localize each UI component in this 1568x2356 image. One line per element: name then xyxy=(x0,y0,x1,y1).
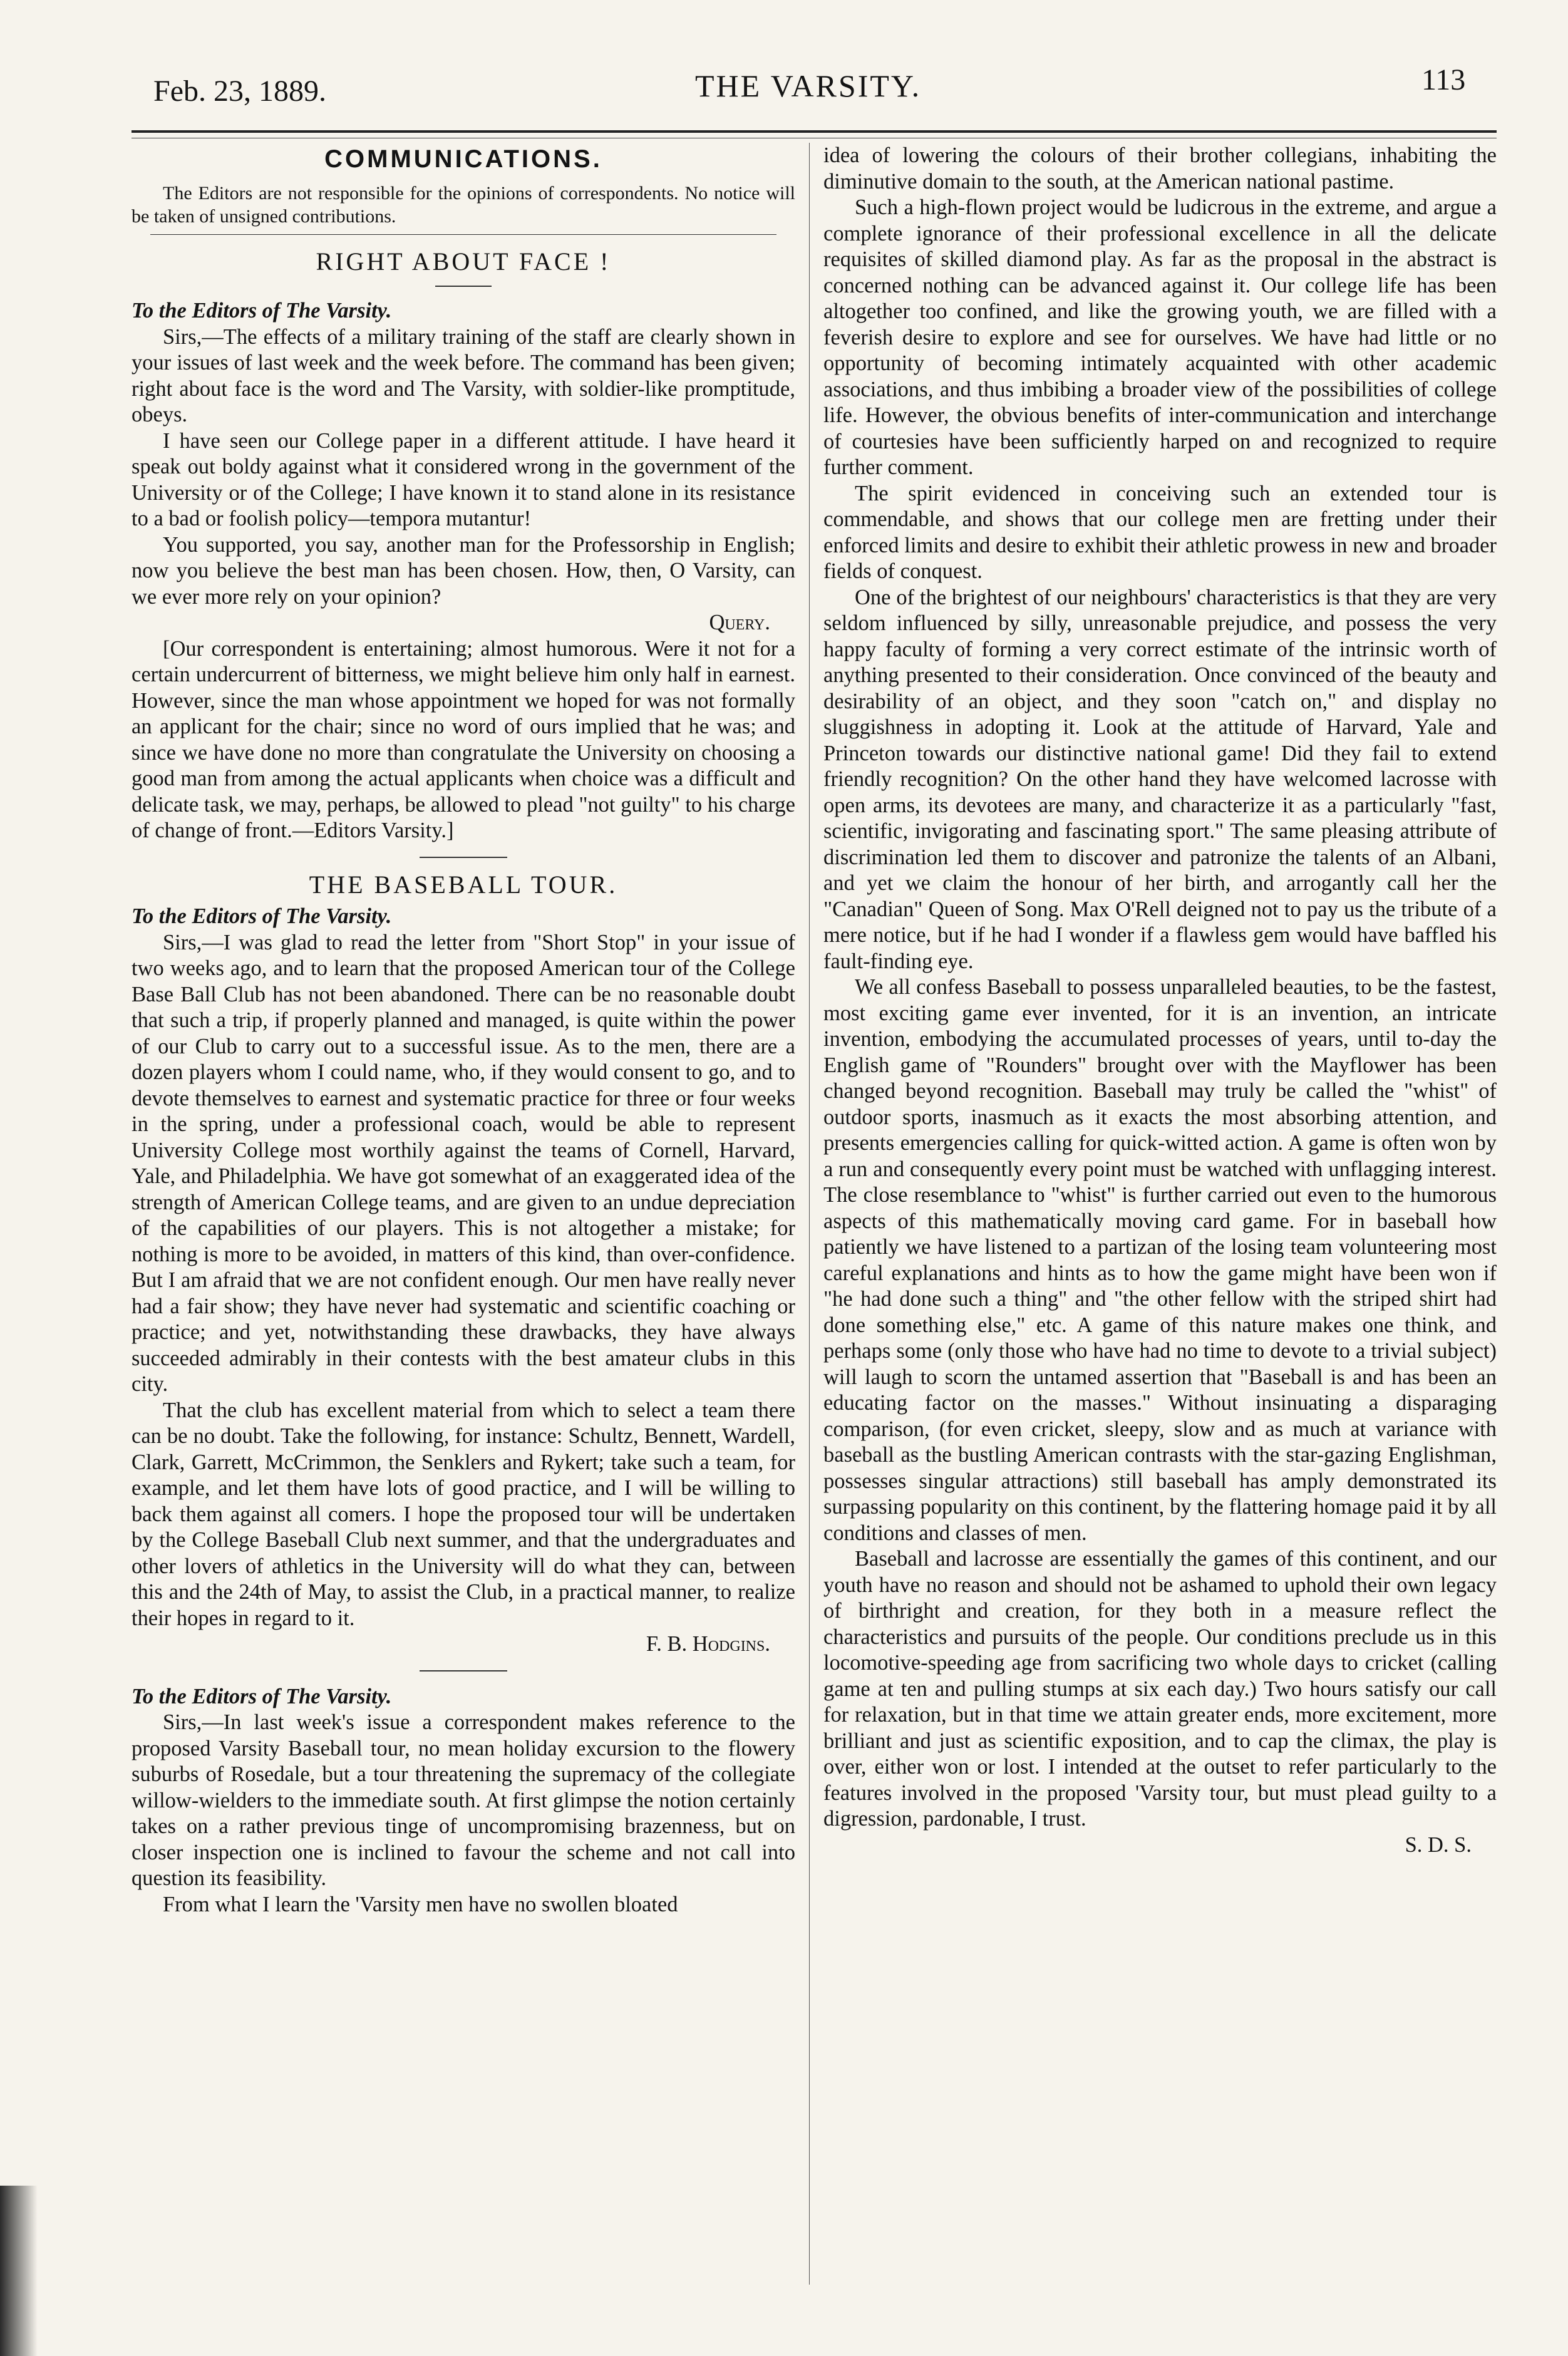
editorial-notice: The Editors are not responsible for the opinions of correspondents. No notice will be taken of unsigned contributions. xyxy=(132,182,795,227)
page-number: 113 xyxy=(1421,63,1466,96)
paragraph: We all confess Baseball to possess unparalleled beauties, to be the fastest, most exciting game ever invented, for it is an invention, an intricate invention, embodying the accumulated processes of years, until to-day the English game of "Rounders" brought over with the Mayflower has been changed beyond recognition. Baseball may truly be called the "whist" of outdoor sports, inasmuch as it exacts the most absorbing attention, and presents emergencies calling for quick-witted action. A game is often won by a run and consequently every point must be watched with unflagging interest. The close resemblance to "whist" is further carried out even to the humorous aspects of this mathematically moving card game. For in baseball how patiently we have listened to a partizan of the losing team volunteering most careful explanations and hints as to how the game might have been won if "he had done such a thing" and "the other fellow with the striped shirt had done something else," etc. A game of this nature makes one think, and perhaps some (only those who have had no time to devote to a trivial subject) will laugh to scorn the untamed assertion that "Baseball is and has been an educating factor on the masses." Without insinuating a disparaging comparison, (for even cricket, sleepy, slow and as much at variance with baseball as the bustling American contrasts with the star-gazing Englishman, possesses singular attractions) still baseball has amply demonstrated its surpassing popularity on this continent, by the flattering homage paid it by all conditions and classes of men. xyxy=(823,975,1497,1545)
divider xyxy=(150,234,776,235)
paragraph: You supported, you say, another man for the Professorship in English; now you believe the best man has been chosen. How, then, O Varsity, can we ever more rely on your opinion? xyxy=(132,532,795,609)
left-column xyxy=(132,143,795,1918)
editor-reply: [Our correspondent is entertaining; almost humorous. Were it not for a certain undercurrent of bitterness, we might believe him only half in earnest. However, since the man whose appointment we hoped for was not formally an applicant for the chair; since no word of ours implied that he was; and since we have done no more than congratulate the University on choosing a good man from among the actual applicants when choice was a difficult and delicate task, we may, perhaps, be allowed to plead "not guilty" to his charge of change of front.—Editors Varsity.] xyxy=(132,636,795,842)
salutation: To the Editors of The Varsity. xyxy=(132,1684,392,1708)
signature: F. B. Hodgins. xyxy=(646,1632,770,1656)
signature: Query. xyxy=(709,611,770,634)
paragraph: Sirs,—The effects of a military training of the staff are clearly shown in your issues of last week and the week before. The command has been given; right about face is the word and The Varsity, with soldier-like promptitude, obeys. xyxy=(132,324,795,426)
paragraph: Such a high-flown project would be ludicrous in the extreme, and argue a complete ignorance of their professional excellence in all the delicate requisites of skilled diamond play. As far as the proposal in the abstract is concerned nothing can be advanced against it. Our college life has been altogether too confined, and like the growing youth, we are filled with a feverish desire to explore and see for ourselves. We have had little or no opportunity of becoming intimately acquainted with other academic associations, and thus imbibing a broader view of the possibilities of college life. However, the obvious benefits of inter-communication and interchange of courtesies have been sufficiently harped on and recognized to require further comment. xyxy=(823,195,1497,479)
header-rule xyxy=(132,130,1497,133)
paragraph: That the club has excellent material from which to select a team there can be no doubt. Take the following, for instance: Schultz, Bennett, Wardell, Clark, Garrett, McCrimmon, the Senklers and Rykert; take such a team, for example, and let them have lots of good practice, and I will be willing to back them against all comers. I hope the proposed tour will be undertaken by the College Baseball Club next summer, and that the undergraduates and other lovers of athletics in the University will do what they can, between this and the 24th of May, to assist the Club, in a practical manner, to realize their hopes in regard to it. xyxy=(132,1398,795,1630)
paragraph: Sirs,—In last week's issue a correspondent makes reference to the proposed Varsity Baseball tour, no mean holiday excursion to the flowery suburbs of Rosedale, but a tour threatening the supremacy of the collegiate willow-wielders to the immediate south. At first glimpse the notion certainly takes on a rather previous tinge of uncompromising brazenness, but on closer inspection one is inclined to favour the scheme and not call into question its feasibility. xyxy=(132,1710,795,1890)
paragraph: One of the brightest of our neighbours' characteristics is that they are very seldom influenced by silly, unreasonable prejudice, and possess the very happy faculty of forming a very correct estimate of the intrinsic worth of anything presented to their consideration. Once convinced of the beauty and desirability of an object, and they soon "catch on," and display no sluggishness in adopting it. Look at the attitude of Harvard, Yale and Princeton towards our distinctive national game! Did they fail to extend friendly recognition? On the other hand they have welcomed lacrosse with open arms, its devotees are many, and characterize it as a particularly "fast, scientific, invigorating and fascinating sport." The same pleasing attribute of discrimination led them to discover and patronize the talents of an Albani, and yet we claim the honour of her birth, and arrogantly call her the "Canadian" Queen of Song. Max O'Rell deigned not to pay us the tribute of a mere notice, but if he had I wonder if a flawless gem would have baffled his fault-finding eye. xyxy=(823,585,1497,973)
paragraph: Sirs,—I was glad to read the letter from "Short Stop" in your issue of two weeks ago, and to learn that the proposed American tour of the College Base Ball Club has not been abandoned. There can be no reasonable doubt that such a trip, if properly planned and managed, is quite within the power of our Club to carry out to a successful issue. As to the men, there are a dozen players whom I could name, who, if they would consent to go, and to devote themselves to earnest and systematic practice for three or four weeks in the spring, under a professional coach, would be able to represent University College most worthily against the teams of Cornell, Harvard, Yale, and Philadelphia. We have got somewhat of an exaggerated idea of the strength of American College teams, and are given to an undue depreciation of the capabilities of our players. This is not altogether a mistake; for nothing is more to be avoided, in matters of this kind, than over-confidence. But I am afraid that we are not confident enough. Our men have really never had a fair show; they have never had systematic and scientific coaching or practice; and yet, notwithstanding these drawbacks, they have always succeeded admirably in their contests with the best amateur clubs in this city. xyxy=(132,930,795,1396)
section-title-communications: COMMUNICATIONS. xyxy=(324,145,602,173)
salutation: To the Editors of The Varsity. xyxy=(132,904,392,928)
paragraph: idea of lowering the colours of their brother collegians, inhabiting the diminutive domain to the south, at the American national pastime. xyxy=(823,143,1497,194)
paragraph: From what I learn the 'Varsity men have no swollen bloated xyxy=(163,1892,678,1916)
salutation: To the Editors of The Varsity. xyxy=(132,299,392,323)
divider xyxy=(420,1670,507,1671)
paragraph: The spirit evidenced in conceiving such an extended tour is commendable, and shows that our college men are fretting under their enforced limits and desire to exhibit their athletic prowess in new and broader fields of conquest. xyxy=(823,481,1497,583)
divider xyxy=(420,857,507,858)
letter-title-baseball-tour: THE BASEBALL TOUR. xyxy=(309,870,618,899)
right-column xyxy=(823,143,1497,1858)
page-edge-shadow xyxy=(0,2186,38,2356)
divider xyxy=(435,286,492,287)
masthead: THE VARSITY. xyxy=(695,68,922,103)
column-divider xyxy=(809,143,810,2285)
paragraph: I have seen our College paper in a different attitude. I have heard it speak out boldy against what it considered wrong in the government of the University or of the College; I have known it to stand alone in its resistance to a bad or foolish policy—tempora mutantur! xyxy=(132,428,795,530)
signature: S. D. S. xyxy=(1405,1832,1472,1857)
paragraph: Baseball and lacrosse are essentially the games of this continent, and our youth have no reason and should not be ashamed to uphold their own legacy of birthright and creation, for they both in a measure reflect the characteristics and pursuits of the people. Our conditions preclude us in this locomotive-speeding age from sacrificing two whole days to cricket (calling game at ten and pulling stumps at six each day.) Two hours satisfy our call for relaxation, but in that time we attain greater ends, more excitement, more brilliant and just as scientific exposition, and to cap the climax, the play is over, either won or lost. I intended at the outset to refer particularly to the features involved in the proposed 'Varsity tour, but must plead guilty to a digression, pardonable, I trust. xyxy=(823,1547,1497,1831)
letter-title-right-about-face: RIGHT ABOUT FACE ! xyxy=(316,247,611,276)
issue-date: Feb. 23, 1889. xyxy=(153,75,326,108)
